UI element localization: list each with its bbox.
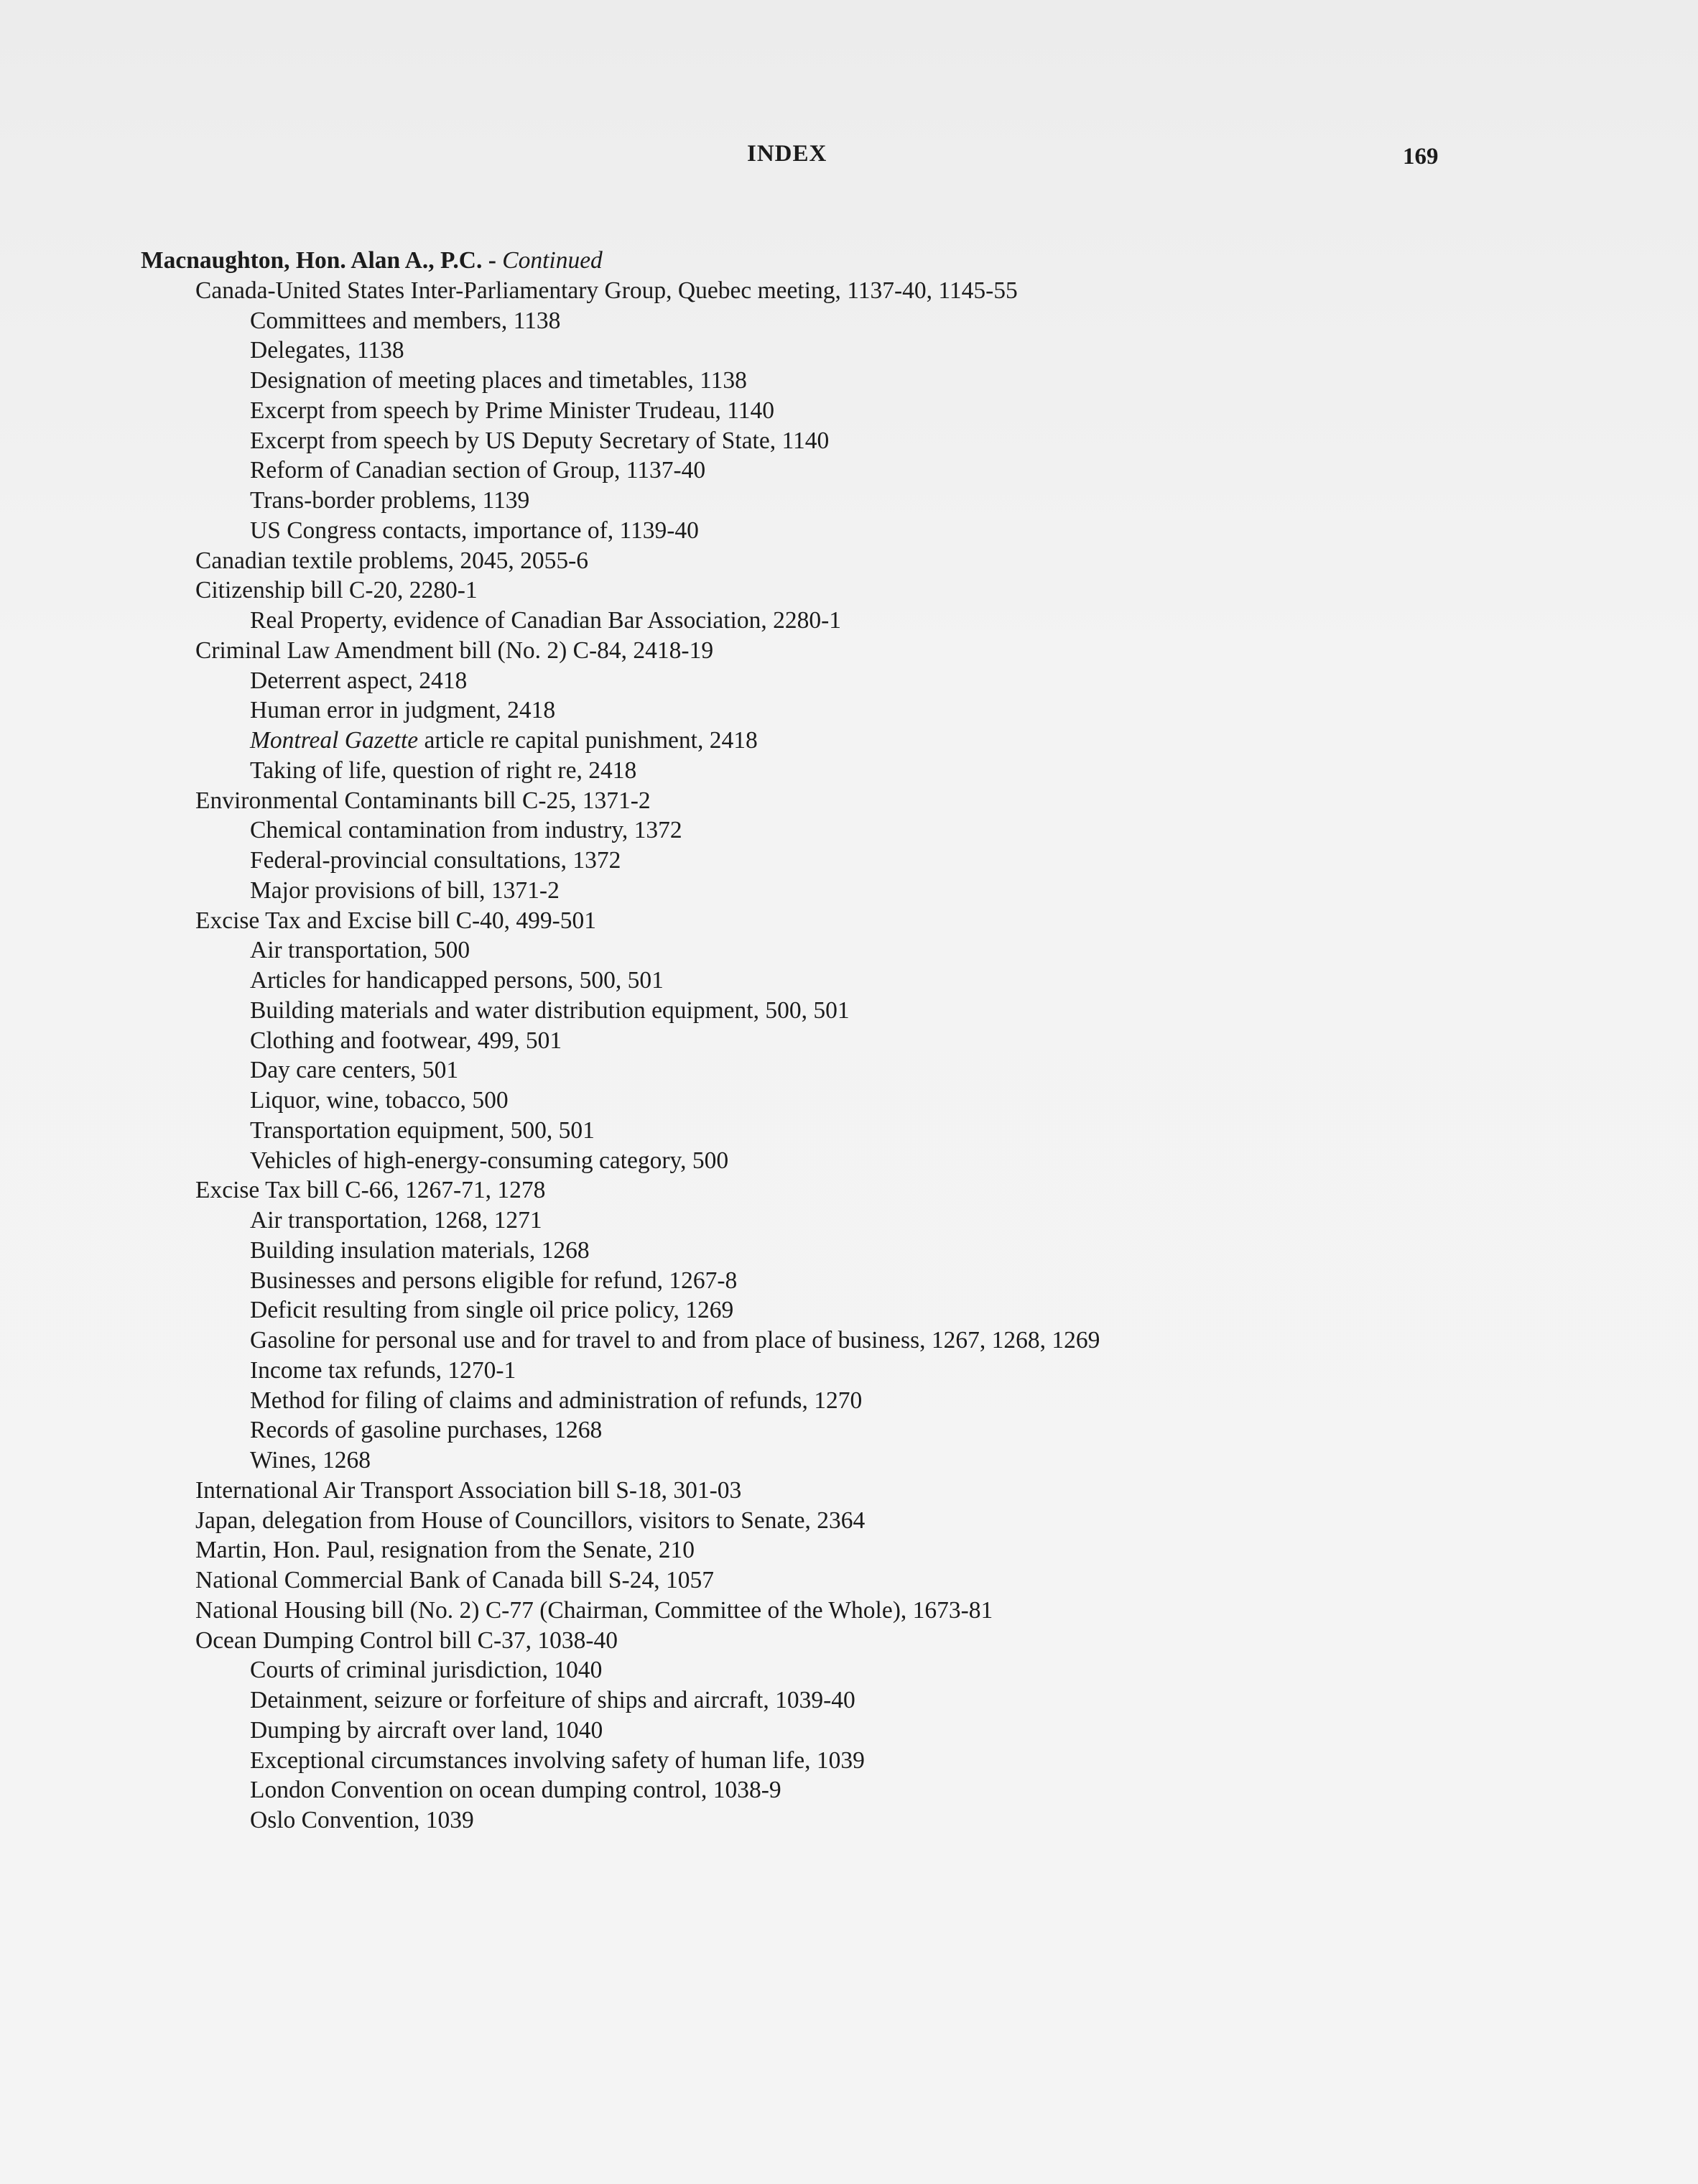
index-subsubentry xyxy=(141,336,1577,366)
entry-text: Gasoline for personal use and for travel to and from place of business, 1267, 1268, 1269 xyxy=(250,1327,1100,1354)
entry-text: Income tax refunds, 1270-1 xyxy=(250,1356,516,1384)
index-subsubentry xyxy=(141,726,1577,756)
entry-text: Designation of meeting places and timetables, 1138 xyxy=(250,367,747,394)
index-subentry xyxy=(141,546,1577,576)
entry-text: Real Property, evidence of Canadian Bar Association, 2280-1 xyxy=(250,607,842,634)
italic-title: Montreal Gazette xyxy=(250,727,419,754)
index-subsubentry xyxy=(141,1386,1577,1416)
entry-text: London Convention on ocean dumping control, 1038-9 xyxy=(250,1777,781,1804)
page-number: 169 xyxy=(1403,144,1439,170)
entry-text: Human error in judgment, 2418 xyxy=(250,697,556,724)
entry-text: Delegates, 1138 xyxy=(250,337,404,364)
index-subsubentry xyxy=(141,1746,1577,1776)
entry-text: Deficit resulting from single oil price policy, 1269 xyxy=(250,1297,734,1324)
entry-text: Citizenship bill C-20, 2280-1 xyxy=(195,577,478,604)
index-subsubentry xyxy=(141,1295,1577,1325)
index-subentry xyxy=(141,276,1577,306)
entry-text: Japan, delegation from House of Councillors, visitors to Senate, 2364 xyxy=(195,1507,866,1534)
index-subsubentry xyxy=(141,1325,1577,1356)
index-subentry xyxy=(141,1535,1577,1565)
index-subsubentry xyxy=(141,815,1577,846)
entry-text: Vehicles of high-energy-consuming category, 500 xyxy=(250,1147,729,1174)
entry-text: article re capital punishment, 2418 xyxy=(418,727,758,754)
index-subsubentry xyxy=(141,935,1577,966)
index-subentry xyxy=(141,1175,1577,1206)
entry-text: Liquor, wine, tobacco, 500 xyxy=(250,1087,509,1114)
index-subsubentry xyxy=(141,1055,1577,1086)
entry-text: Clothing and footwear, 499, 501 xyxy=(250,1027,562,1054)
index-subsubentry xyxy=(141,846,1577,876)
entry-text: Wines, 1268 xyxy=(250,1447,371,1473)
running-head-title: INDEX xyxy=(747,141,827,167)
entry-text: National Housing bill (No. 2) C-77 (Chairman, Committee of the Whole), 1673-81 xyxy=(195,1596,993,1624)
index-subsubentry xyxy=(141,756,1577,786)
entry-text: Canada-United States Inter-Parliamentary Group, Quebec meeting, 1137-40, 1145-55 xyxy=(195,277,1018,304)
entry-text: National Commercial Bank of Canada bill S-24, 1057 xyxy=(195,1567,714,1593)
index-subentry xyxy=(141,636,1577,666)
index-subsubentry xyxy=(141,396,1577,426)
index-subsubentry xyxy=(141,1655,1577,1685)
entry-text: Chemical contamination from industry, 1372 xyxy=(250,817,682,844)
index-subentry xyxy=(141,1626,1577,1656)
index-subentry xyxy=(141,906,1577,936)
index-body xyxy=(141,246,1577,1836)
entry-text: Oslo Convention, 1039 xyxy=(250,1807,474,1833)
entry-text: International Air Transport Association bill S-18, 301-03 xyxy=(195,1476,742,1504)
entry-text: Major provisions of bill, 1371-2 xyxy=(250,876,560,904)
index-subsubentry xyxy=(141,486,1577,516)
index-subsubentry xyxy=(141,666,1577,696)
index-subsubentry xyxy=(141,426,1577,456)
index-subsubentry xyxy=(141,1116,1577,1146)
entry-text: Canadian textile problems, 2045, 2055-6 xyxy=(195,547,589,574)
index-entry-list xyxy=(141,276,1577,1836)
index-subentry xyxy=(141,1506,1577,1536)
index-subsubentry xyxy=(141,606,1577,636)
index-subentry xyxy=(141,1565,1577,1596)
index-subsubentry xyxy=(141,1146,1577,1176)
index-subsubentry xyxy=(141,1356,1577,1386)
index-subentry xyxy=(141,1596,1577,1626)
entry-text: Courts of criminal jurisdiction, 1040 xyxy=(250,1657,603,1684)
index-subentry xyxy=(141,786,1577,816)
index-subsubentry xyxy=(141,1236,1577,1266)
continued-label: Continued xyxy=(502,247,603,274)
entry-text: Trans-border problems, 1139 xyxy=(250,487,530,514)
index-subsubentry xyxy=(141,1086,1577,1116)
index-subsubentry xyxy=(141,1206,1577,1236)
entry-text: Method for filing of claims and administration of refunds, 1270 xyxy=(250,1387,863,1414)
entry-text: Deterrent aspect, 2418 xyxy=(250,667,468,694)
index-subsubentry xyxy=(141,1685,1577,1716)
index-subsubentry xyxy=(141,876,1577,906)
entry-text: Air transportation, 1268, 1271 xyxy=(250,1207,542,1234)
entry-text: Federal-provincial consultations, 1372 xyxy=(250,847,621,874)
index-subsubentry xyxy=(141,455,1577,486)
index-subsubentry xyxy=(141,1805,1577,1836)
main-entry-name: Macnaughton, Hon. Alan A., P.C. xyxy=(141,247,483,274)
entry-text: Excerpt from speech by US Deputy Secretary of State, 1140 xyxy=(250,427,830,454)
entry-text: Committees and members, 1138 xyxy=(250,307,561,334)
entry-text: Records of gasoline purchases, 1268 xyxy=(250,1417,603,1444)
entry-text: Air transportation, 500 xyxy=(250,937,470,964)
entry-text: Martin, Hon. Paul, resignation from the Senate, 210 xyxy=(195,1537,695,1564)
index-subentry xyxy=(141,575,1577,606)
index-subentry xyxy=(141,1476,1577,1506)
entry-text: Building materials and water distribution equipment, 500, 501 xyxy=(250,996,850,1024)
index-subsubentry xyxy=(141,695,1577,726)
entry-text: Ocean Dumping Control bill C-37, 1038-40 xyxy=(195,1627,618,1654)
index-subsubentry xyxy=(141,366,1577,396)
entry-text: Excerpt from speech by Prime Minister Trudeau, 1140 xyxy=(250,397,775,424)
entry-text: Taking of life, question of right re, 2418 xyxy=(250,756,637,784)
index-subsubentry xyxy=(141,1445,1577,1476)
entry-text: Environmental Contaminants bill C-25, 1371-2 xyxy=(195,787,651,814)
entry-text: Day care centers, 501 xyxy=(250,1057,459,1084)
index-subsubentry xyxy=(141,1026,1577,1056)
index-subsubentry xyxy=(141,1266,1577,1296)
index-subsubentry xyxy=(141,306,1577,336)
entry-text: Excise Tax and Excise bill C-40, 499-501 xyxy=(195,907,597,934)
entry-text: Businesses and persons eligible for refund, 1267-8 xyxy=(250,1267,738,1294)
entry-text: US Congress contacts, importance of, 1139-40 xyxy=(250,517,699,544)
index-subsubentry xyxy=(141,996,1577,1026)
index-subsubentry xyxy=(141,1775,1577,1805)
main-entry-separator: - xyxy=(482,247,503,274)
index-subsubentry xyxy=(141,1716,1577,1746)
entry-text: Dumping by aircraft over land, 1040 xyxy=(250,1716,603,1744)
index-subsubentry xyxy=(141,1415,1577,1445)
entry-text: Excise Tax bill C-66, 1267-71, 1278 xyxy=(195,1177,546,1204)
index-subsubentry xyxy=(141,516,1577,546)
main-entry-heading xyxy=(141,246,1577,276)
entry-text: Exceptional circumstances involving safety of human life, 1039 xyxy=(250,1746,865,1774)
entry-text: Reform of Canadian section of Group, 1137-40 xyxy=(250,457,706,484)
index-subsubentry xyxy=(141,966,1577,996)
entry-text: Detainment, seizure or forfeiture of ships and aircraft, 1039-40 xyxy=(250,1687,855,1713)
entry-text: Transportation equipment, 500, 501 xyxy=(250,1116,595,1144)
entry-text: Criminal Law Amendment bill (No. 2) C-84, 2418-19 xyxy=(195,637,714,664)
entry-text: Building insulation materials, 1268 xyxy=(250,1236,590,1264)
entry-text: Articles for handicapped persons, 500, 501 xyxy=(250,967,664,994)
